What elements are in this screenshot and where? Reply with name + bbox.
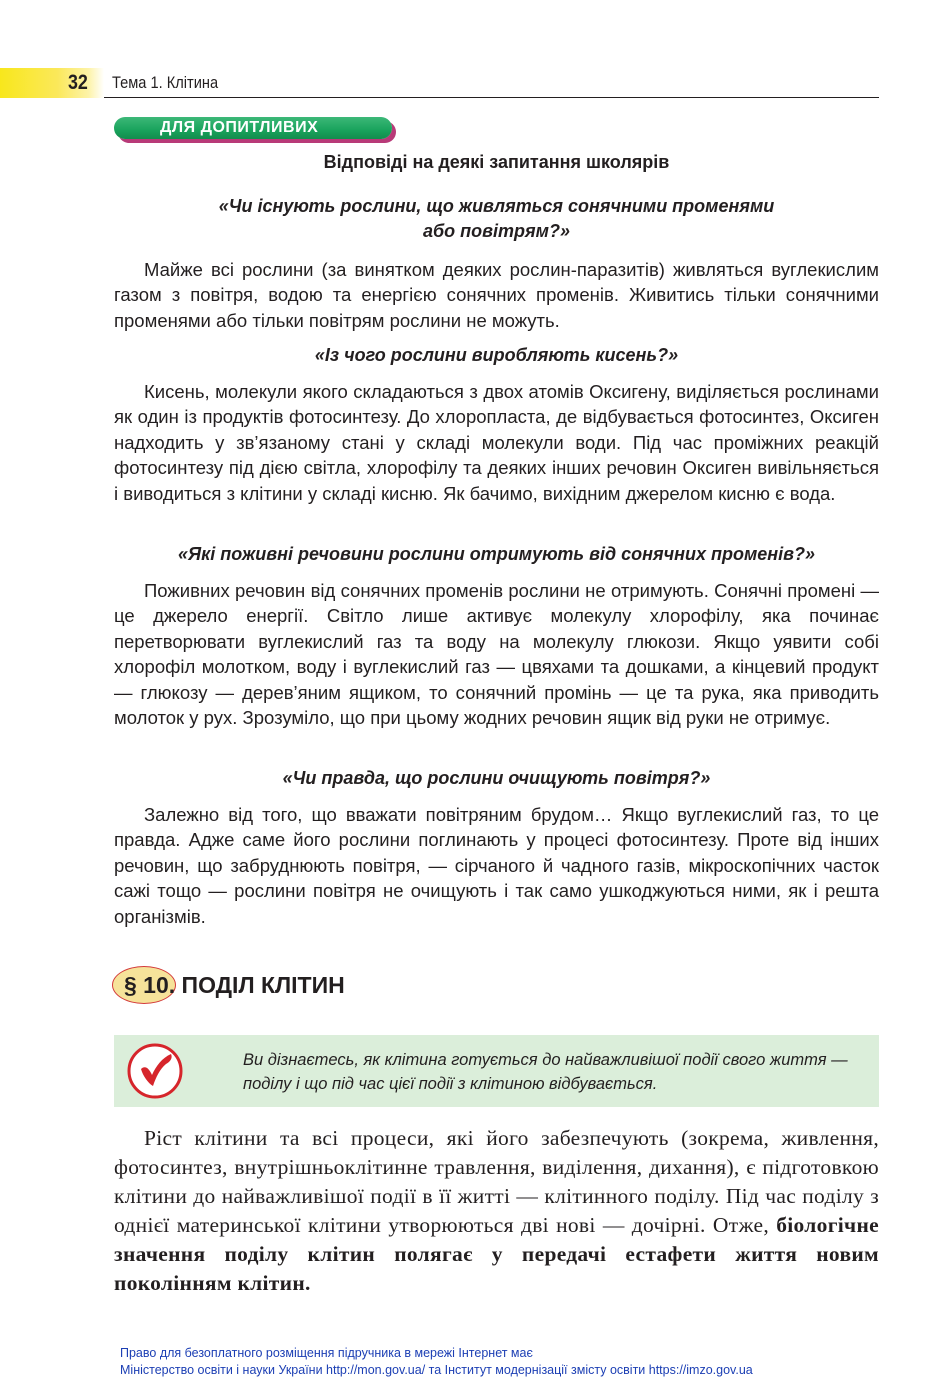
footer-line-1: Право для безоплатного розміщення підручника в мережі Інтернет має (120, 1346, 533, 1360)
header-rule (104, 97, 879, 98)
running-header-topic: Тема 1. Клітина (112, 73, 219, 92)
answer-2: Кисень, молекули якого складаються з двох атомів Оксигену, виділяється рослинами як один із продуктів фотосинтезу. До хлоропласта, де відбувається фотосинтез, Оксиген надходить у зв’язаному стані у складі молекули води. Під час проміжних реакцій фотосинтезу під дією світла, хлорофілу та деяких інших речовин Оксиген вивільняється і виводиться з клітини у складі кисню. Як бачимо, вихідним джерелом кисню є вода. (114, 381, 879, 504)
section-title: § 10. ПОДІЛ КЛІТИН (124, 972, 345, 998)
page-number: 32 (68, 71, 88, 94)
footer-line-2: Міністерство освіти і науки України http://mon.gov.ua/ та Інститут модернізації змісту освіти https://imzo.gov.ua (120, 1363, 753, 1377)
learning-goal-text: Ви дізнаєтесь, як клітина готується до найважливішої події свого життя — поділу і що під час цієї події з клітиною відбувається. (243, 1051, 848, 1093)
copyright-footer (120, 1345, 920, 1379)
checkmark-icon (126, 1042, 184, 1100)
question-3: «Які поживні речовини рослини отримують від сонячних променів?» (177, 544, 816, 564)
question-4: «Чи правда, що рослини очищують повітря?» (282, 768, 711, 788)
question-1-line-1: «Чи існують рослини, що живляться сонячними променями (218, 196, 775, 216)
answer-4: Залежно від того, що вважати повітряним брудом… Якщо вуглекислий газ, то це правда. Адже саме його рослини поглинають у процесі фотосинтезу. Проте від інших речовин, що забруднюють повітря, — сірчаного й чадного газів, мікроскопічних часток сажі тощо — рослини повітря не очищують і так само ушкоджуються ними, як і решта організмів. (114, 804, 879, 927)
section-body-text: Ріст клітини та всі процеси, які його забезпечують (зокрема, живлення, фотосинтез, внутрішньоклітинне травлення, виділення, дихання), є підготовкою клітини до найважливішої події в її житті — клітинного поділу. Під час поділу з однієї материнської клітини утворюються дві нові — дочірні. Отже, (114, 1126, 879, 1237)
section-body-paragraph (114, 1124, 879, 1298)
box-heading: Відповіді на деякі запитання школярів (323, 152, 670, 172)
curious-label-text: ДЛЯ ДОПИТЛИВИХ (160, 119, 319, 136)
question-2: «Із чого рослини виробляють кисень?» (314, 345, 679, 365)
answer-3: Поживних речовин від сонячних променів рослини не отримують. Сонячні промені — це джерело енергії. Світло лише активує молекулу хлорофілу, яка починає перетворювати вуглекислий газ та воду на молекулу глюкози. Якщо уявити собі хлорофіл молотком, воду і вуглекислий газ — цвяхами та дошками, а кінцевий продукт — глюкозу — дерев’яним ящиком, то сонячний промінь — це та рука, яка приводить молоток у рух. Зрозуміло, що при цьому жодних речовин ящик від руки не отримує. (114, 580, 879, 729)
question-1-line-2: або повітрям?» (423, 221, 570, 241)
section-body-emphasis: біологічне значення поділу клітин полягає у передачі естафети життя новим поколінням клітин. (114, 1213, 879, 1295)
answer-1: Майже всі рослини (за винятком деяких рослин-паразитів) живляться вуглекислим газом з повітря, водою та енергією сонячних променів. Живитись тільки сонячними променями або тільки повітрям рослини не можуть. (114, 259, 879, 331)
curious-label-badge (114, 117, 392, 139)
